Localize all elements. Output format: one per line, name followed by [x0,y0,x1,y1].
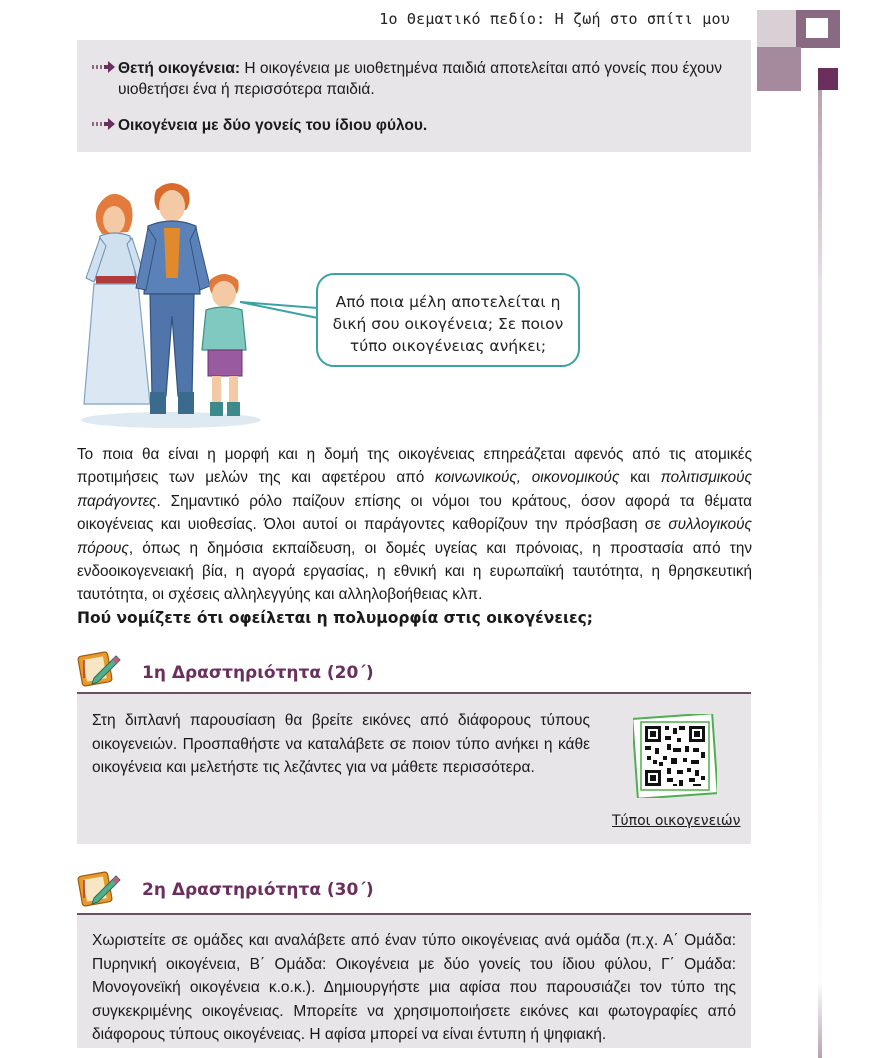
family-illustration [76,176,262,430]
speech-bubble-tail [240,300,320,320]
decorative-square-light [757,10,801,47]
decorative-square-dark [818,68,838,90]
notebook-pencil-icon [76,868,122,908]
decorative-square-inner [806,18,828,38]
mother-figure [84,194,150,404]
arrow-bullet-icon [92,60,116,74]
activity-1-title: 1η Δραστηριότητα (20΄) [142,663,374,683]
qr-code-icon[interactable] [633,714,717,798]
decorative-square-mid [757,47,801,91]
decorative-vertical-line [818,90,822,1058]
activity-1-text: Στη διπλανή παρουσίαση θα βρείτε εικόνες από διάφορους τύπους οικογενειών. Προσπαθήστε να καταλάβετε σε ποιον τύπο ανήκει η κάθε οικογένεια και μελετήστε τις λεζάντες για να μάθετε περισσότερα. [92,712,590,776]
main-paragraph: Το ποια θα είναι η μορφή και η δομή της οικογένειας επηρεάζεται αφενός από τις ατομικές προτιμήσεις των μελών της και αφετέρου από κοινωνικούς, οικονομικούς και πολιτισμικούς παράγοντες. Σημαντικό ρόλο παίζουν επίσης οι νόμοι του κράτους, όσον αφορά τα θέματα οικογένειας και υιοθεσίας. Όλοι αυτοί οι παράγοντες καθορίζουν την πρόσβαση σε συλλογικούς πόρους, όπως η δημόσια εκπαίδευση, οι δομές υγείας και πρόνοιας, η προστασία από την ενδοοικογενειακή βία, η αγορά εργασίας, η εθνική και η ευρωπαϊκή ταυτότητα, η θρησκευτική ταυτότητα, οι σχέσεις αλληλεγγύης και αλληλοβοήθειας κλπ. [77,446,752,604]
activity-2-title: 2η Δραστηριότητα (30΄) [142,880,374,900]
decorative-vertical-line-bottom [818,980,822,1058]
chapter-header: 1ο Θεματικό πεδίο: Η ζωή στο σπίτι μου [379,10,730,28]
child-figure [202,274,246,416]
notebook-pencil-icon [76,648,122,688]
qr-caption-link[interactable]: Τύποι οικογενειών [612,813,741,829]
family-type-term: Οικογένεια με δύο γονείς του ίδιου φύλου. [118,117,428,134]
discussion-question: Πού νομίζετε ότι οφείλεται η πολυμορφία στις οικογένειες; [77,609,594,627]
activity-2-text: Χωριστείτε σε ομάδες και αναλάβετε από έναν τύπο οικογένειας ανά ομάδα (π.χ. Α΄ Ομάδα: Πυρηνική οικογένεια, Β΄ Ομάδα: Οικογένεια με δύο γονείς του ίδιου φύλου, Γ΄ Ομάδα: Μονογονεϊκή οικογένεια κ.ο.κ.). Δημιουργήστε μια αφίσα που παρουσιάζει τον τύπο της συγκεκριμένης οικογένειας. Μπορείτε να χρησιμοποιήσετε εικόνες και φωτογραφίες από διάφορους τύπους οικογένειας. Η αφίσα μπορεί να είναι έντυπη ή ψηφιακή. [92,932,736,1043]
arrow-bullet-icon [92,117,116,131]
speech-bubble: Από ποια μέλη αποτελείται η δική σου οικογένεια; Σε ποιον τύπο οικογένειας ανήκει; [316,273,580,367]
family-type-term: Θετή οικογένεια: [118,60,241,77]
family-type-desc: Η οικογένεια με υιοθετημένα παιδιά αποτελείται από γονείς που έχουν υιοθετήσει ένα ή περισσότερα παιδιά. [118,60,722,98]
